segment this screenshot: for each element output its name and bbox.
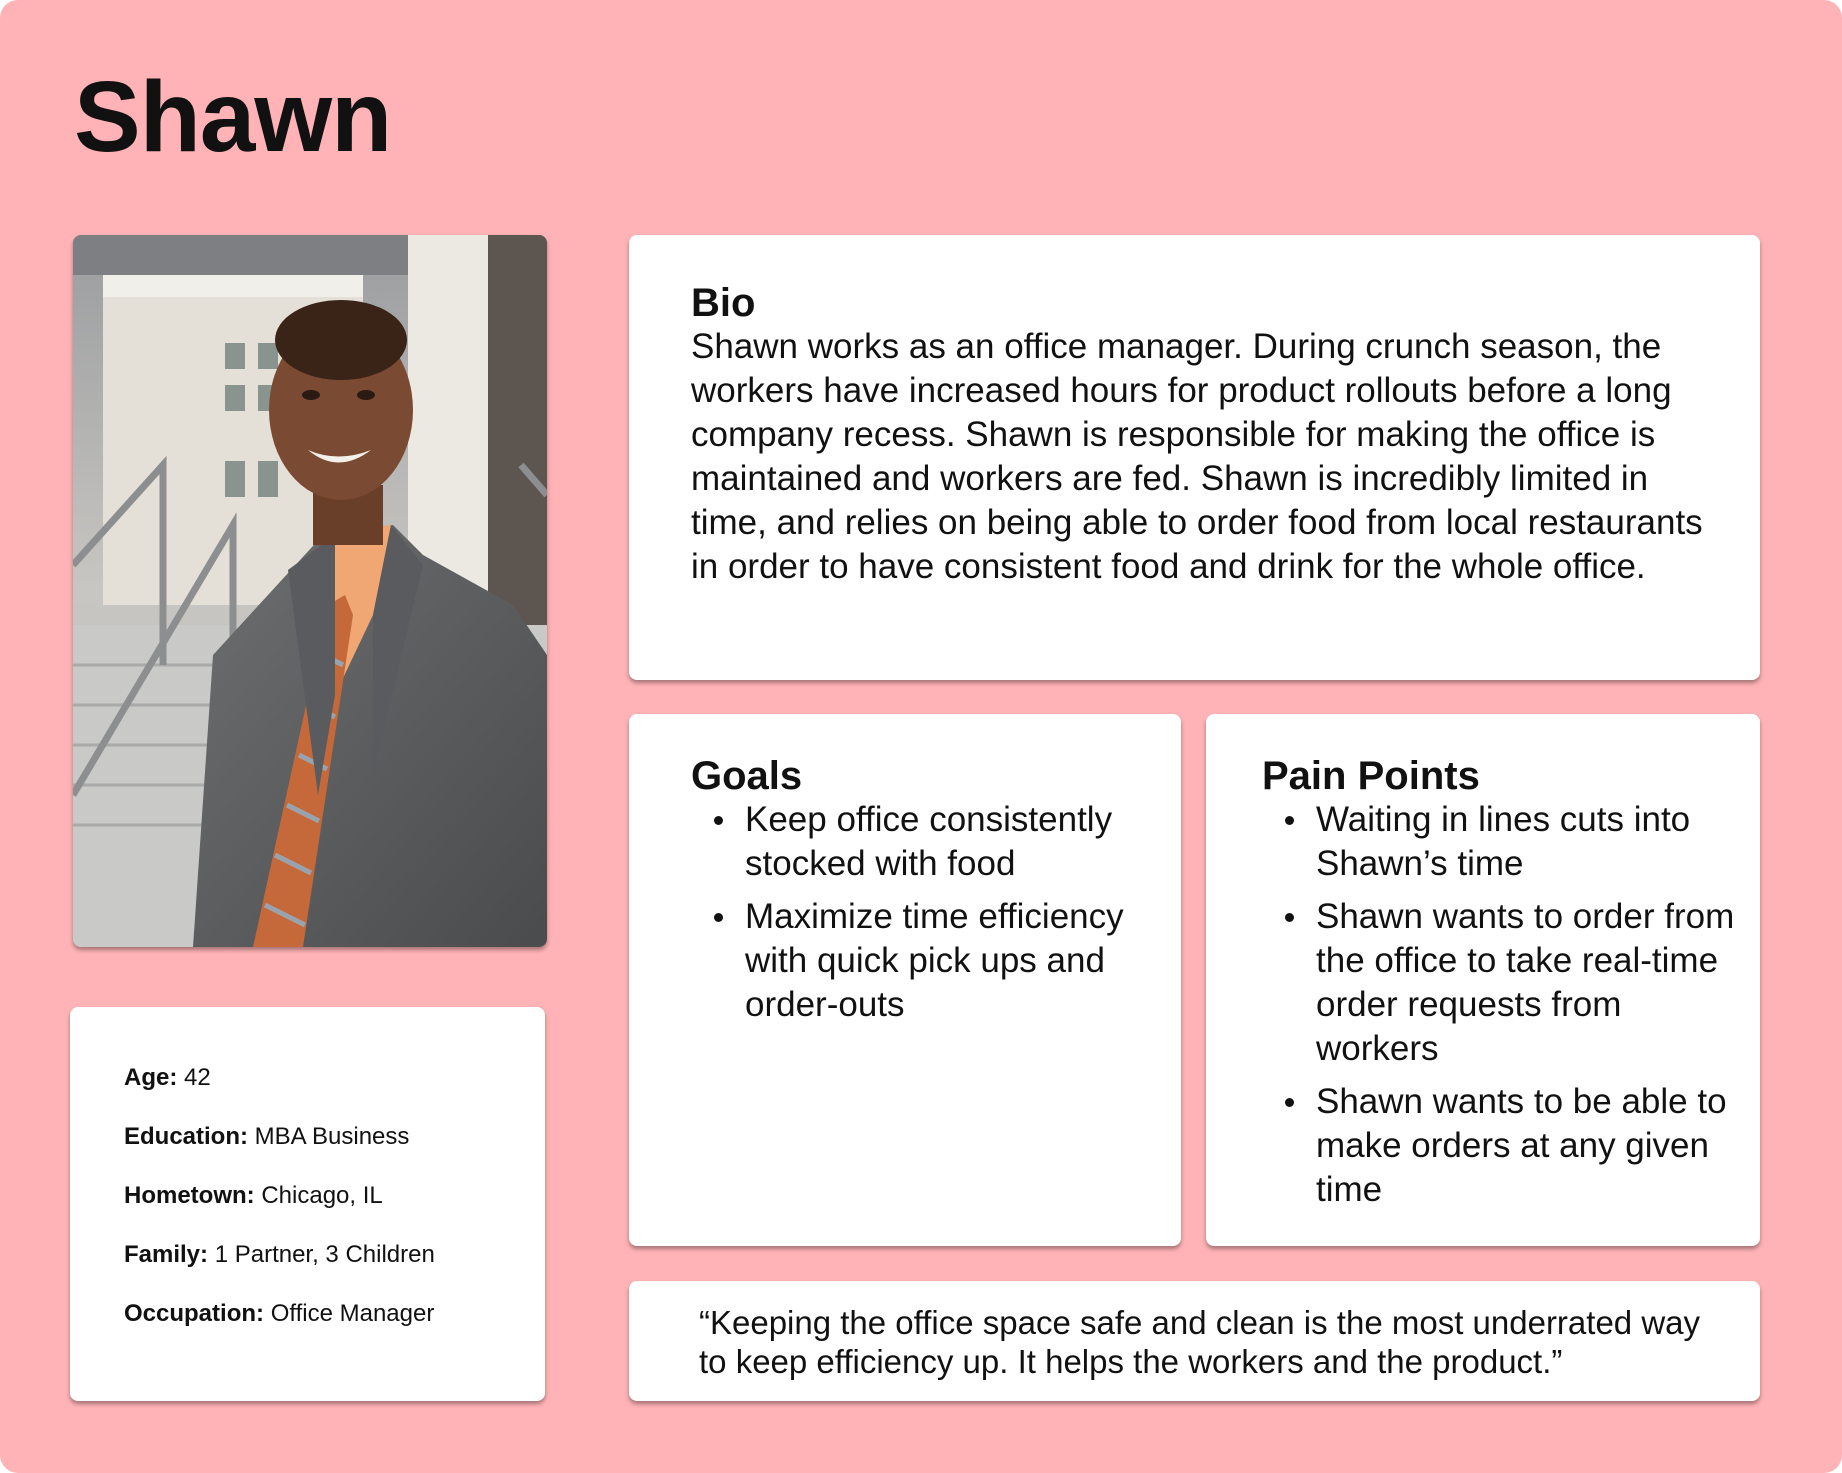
goals-card [629,714,1181,1246]
info-occupation-value: Office Manager [270,1300,435,1327]
info-family-label: Family: [124,1241,209,1268]
bio-text: Shawn works as an office manager. During crunch season, the workers have increased hours for product rollouts before a long company recess. Shawn is responsible for making the office is maintained and workers are fed. Shawn is incredibly limited in time, and relies on being able to order food from local restaurants in order to have consistent food and drink for the whole office. [691,327,1703,586]
info-age [124,1063,515,1093]
pain-points-list [1262,798,1736,1212]
info-age-label: Age: [124,1064,178,1091]
info-occupation-label: Occupation: [124,1300,265,1327]
persona-photo [73,235,547,947]
info-family [124,1240,515,1270]
persona-info-card [70,1007,545,1401]
goals-list [691,798,1157,1027]
list-item: Maximize time efficiency with quick pick ups and order-outs [745,895,1157,1027]
pain-points-card [1206,714,1760,1246]
quote-text: “Keeping the office space safe and clean is the most underrated way to keep efficiency up. It helps the workers and the product.” [699,1304,1701,1380]
info-family-value: 1 Partner, 3 Children [214,1241,435,1268]
persona-name: Shawn [74,61,392,173]
info-age-value: 42 [184,1064,211,1091]
list-item: Shawn wants to be able to make orders at any given time [1316,1080,1736,1212]
quote-card [629,1281,1760,1401]
info-education-value: MBA Business [254,1123,410,1150]
info-hometown [124,1181,515,1211]
pain-points-heading: Pain Points [1262,754,1480,798]
info-hometown-label: Hometown: [124,1182,255,1209]
list-item: Shawn wants to order from the office to take real-time order requests from workers [1316,895,1736,1071]
bio-card [629,235,1760,680]
goals-heading: Goals [691,754,803,798]
bio-heading: Bio [691,281,756,325]
info-occupation [124,1299,515,1329]
info-hometown-value: Chicago, IL [261,1182,383,1209]
list-item: Keep office consistently stocked with food [745,798,1157,886]
list-item: Waiting in lines cuts into Shawn’s time [1316,798,1736,886]
info-education-label: Education: [124,1123,248,1150]
info-education [124,1122,515,1152]
